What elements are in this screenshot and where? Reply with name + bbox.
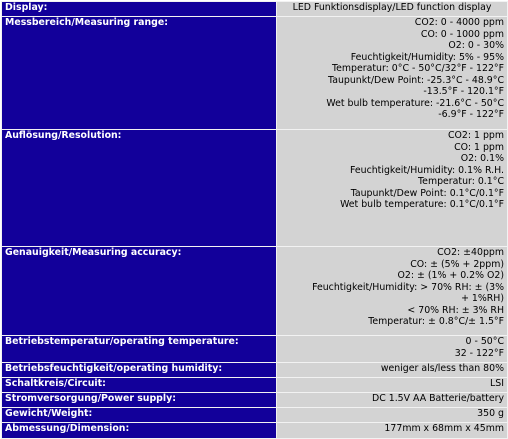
spec-value-line: CO: 0 - 1000 ppm [420,28,504,40]
spec-value [277,336,508,363]
spec-value-line: LED Funktionsdisplay/LED function display [292,2,492,13]
spec-value-line: DC 1.5V AA Batterie/battery [371,393,504,404]
spec-row-resolution [2,130,508,247]
spec-value-line: CO2: 0 - 4000 ppm [414,17,504,28]
spec-value-line: CO: 1 ppm [454,141,504,153]
spec-value-line: CO2: ±40ppm [437,247,504,258]
spec-row-dimension [2,423,508,439]
spec-value-line: Feuchtigkeit/Humidity: 5% - 95% [350,51,504,63]
spec-value-line: Temperatur: 0°C - 50°C/32°F - 122°F [332,63,504,74]
spec-value-line: 177mm x 68mm x 45mm [384,423,504,434]
spec-value-line: Taupunkt/Dew Point: -25.3°C - 48.9°C [328,74,504,86]
spec-value-line: CO2: 1 ppm [447,130,504,141]
spec-value [277,393,508,408]
spec-value-line: Wet bulb temperature: -21.6°C - 50°C [326,97,504,109]
spec-value [277,17,508,130]
spec-value-line: weniger als/less than 80% [380,363,504,374]
spec-label: Schaltkreis/Circuit: [2,378,277,393]
spec-row-accuracy [2,247,508,336]
spec-value [277,247,508,336]
spec-label: Display: [2,2,277,17]
spec-value-line: Temperatur: ± 0.8°C/± 1.5°F [368,316,504,327]
spec-row-display [2,2,508,17]
spec-label: Messbereich/Measuring range: [2,17,277,130]
spec-value-line: 350 g [477,408,504,419]
spec-label: Betriebstemperatur/operating temperature: [2,336,277,363]
spec-label: Stromversorgung/Power supply: [2,393,277,408]
spec-value-line: Feuchtigkeit/Humidity: > 70% RH: ± (3% [312,281,504,293]
spec-row-weight [2,408,508,423]
spec-value-line: CO: ± (5% + 2ppm) [410,258,504,270]
spec-value-line: Temperatur: 0.1°C [418,176,504,187]
spec-value-line: 0 - 50°C [465,336,504,347]
spec-row-operating-humidity [2,363,508,378]
spec-label: Abmessung/Dimension: [2,423,277,439]
spec-value-line: -13.5°F - 120.1°F [423,86,504,97]
spec-value-line: Wet bulb temperature: 0.1°C/0.1°F [340,199,504,210]
spec-row-measuring-range [2,17,508,130]
spec-label: Gewicht/Weight: [2,408,277,423]
spec-value [277,130,508,247]
spec-value [277,2,508,17]
spec-row-operating-temperature [2,336,508,363]
spec-value [277,363,508,378]
spec-label: Genauigkeit/Measuring accuracy: [2,247,277,336]
spec-value-line: O2: ± (1% + 0.2% O2) [397,270,504,281]
spec-value [277,378,508,393]
spec-value-line: O2: 0 - 30% [448,40,504,51]
specification-table [1,1,508,439]
spec-value-line: O2: 0.1% [460,153,504,164]
spec-row-circuit [2,378,508,393]
spec-value-line: -6.9°F - 122°F [438,109,504,120]
spec-value-line: + 1%RH) [461,293,504,304]
spec-value-line: LSI [490,378,504,389]
spec-value-line: Feuchtigkeit/Humidity: 0.1% R.H. [349,164,504,176]
spec-value [277,408,508,423]
spec-value-line: < 70% RH: ± 3% RH [407,304,504,316]
spec-value-line: Taupunkt/Dew Point: 0.1°C/0.1°F [350,187,504,199]
spec-row-power-supply [2,393,508,408]
spec-value-line: 32 - 122°F [454,347,504,359]
spec-label: Betriebsfeuchtigkeit/operating humidity: [2,363,277,378]
spec-label: Auflösung/Resolution: [2,130,277,247]
spec-value [277,423,508,439]
